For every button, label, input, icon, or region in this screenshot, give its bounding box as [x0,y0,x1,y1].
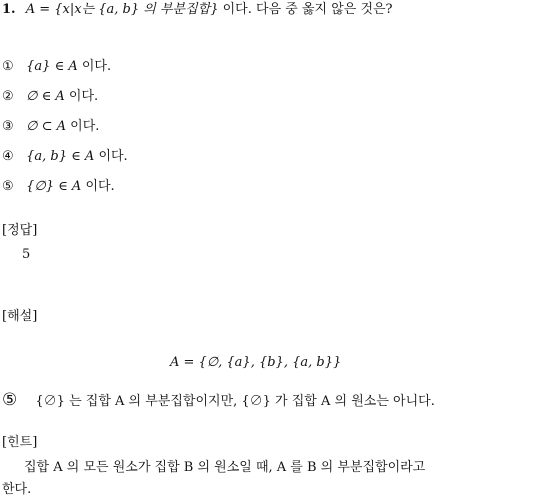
hint-label: [힌트] [2,435,38,450]
option-4-text: 이다. [98,149,128,164]
option-4-math: {a, b} ∈ A [26,149,95,164]
option-5-marker: ⑤ [2,179,14,194]
option-1-math: {a} ∈ A [26,59,78,74]
question-number: 1. [2,2,16,17]
option-4-marker: ④ [2,149,14,164]
hint-line-1: 집합 A 의 모든 원소가 집합 B 의 원소일 때, A 를 B 의 부분집합이라고 [24,460,426,475]
answer-value: 5 [22,247,31,262]
option-5-math: {∅} ∈ A [26,179,82,194]
option-2-math: ∅ ∈ A [26,89,65,104]
question-stem-text: 이다. 다음 중 옳지 않은 것은? [222,2,393,17]
option-2-text: 이다. [68,89,99,104]
option-3[interactable] [2,118,99,136]
question-stem [2,1,393,19]
option-2-marker: ② [2,89,14,104]
explanation-marker: ⑤ [2,390,18,410]
option-2[interactable] [2,88,98,106]
option-1-marker: ① [2,59,14,74]
option-1[interactable] [2,58,111,76]
question-stem-math: A = {x|x는 {a, b} 의 부분집합} [25,2,219,17]
option-1-text: 이다. [81,59,112,74]
option-5-text: 이다. [85,179,115,194]
explanation-line [2,391,435,411]
option-5[interactable] [2,178,115,196]
explanation-label: [해설] [2,309,38,324]
answer-label: [정답] [2,223,38,238]
option-3-math: ∅ ⊂ A [26,119,67,134]
option-3-text: 이다. [70,119,100,134]
hint-line-2: 한다. [2,482,32,497]
explanation-equation: A = {∅, {a}, {b}, {a, b}} [170,355,342,370]
option-4[interactable] [2,148,128,166]
explanation-text: {∅} 는 집합 A 의 부분집합이지만, {∅} 가 집합 A 의 원소는 아니다. [35,394,435,409]
option-3-marker: ③ [2,119,14,134]
